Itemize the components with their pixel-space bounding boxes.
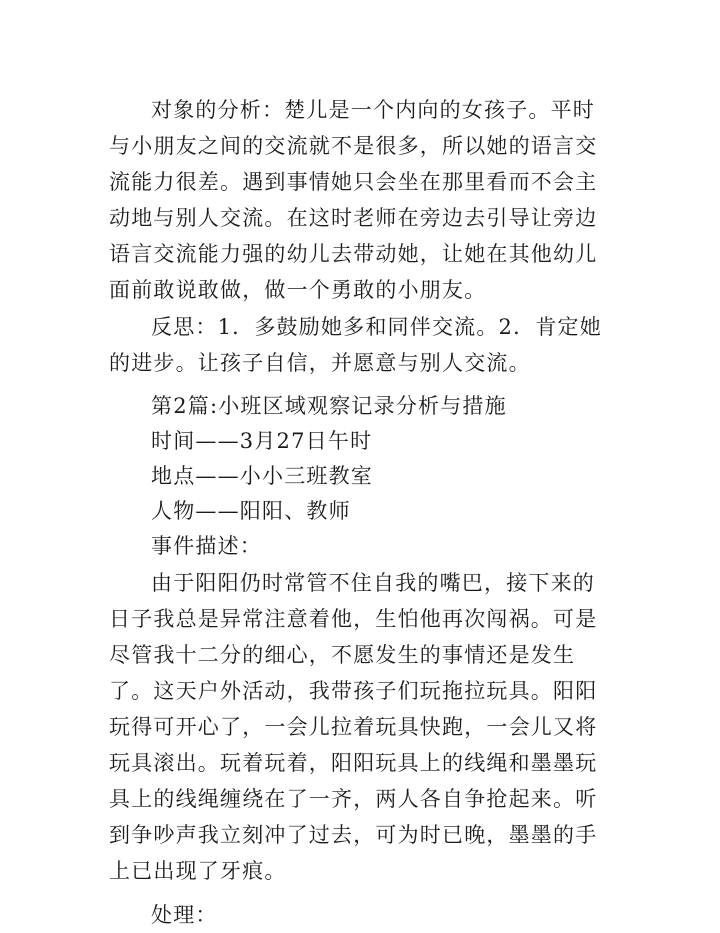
handling-heading: 处理：: [151, 903, 218, 927]
event-description-heading: 事件描述：: [151, 534, 262, 558]
paragraph-event: 由于阳阳仍时常管不住自我的嘴巴，接下来的日子我总是异常注意着他，生怕他再次闯祸。可是尽管我十二分的细心，不愿发生的事情还是发生了。这天户外活动，我带孩子们玩拖拉玩具。阳阳玩得可开心了，一会儿拉着玩具快跑，一会儿又将玩具滚出。玩着玩着，阳阳玩具上的线绳和墨墨玩具上的线绳缠绕在了一齐，两人各自争抢起来。听到争吵声我立刻冲了过去，可为时已晚，墨墨的手上已出现了牙痕。: [109, 571, 598, 883]
record-location: 地点——小小三班教室: [151, 464, 373, 488]
record-time: 时间——3月27日午时: [151, 429, 373, 453]
record-people: 人物——阳阳、教师: [151, 499, 351, 523]
paragraph-reflection: 反思：1．多鼓励她多和同伴交流。2．肯定她的进步。让孩子自信，并愿意与别人交流。: [109, 315, 602, 375]
paragraph-analysis: 对象的分析：楚儿是一个内向的女孩子。平时与小朋友之间的交流就不是很多，所以她的语言交流能力很差。遇到事情她只会坐在那里看而不会主动地与别人交流。在这时老师在旁边去引导让旁边语言交流能力强的幼儿去带动她，让她在其他幼儿面前敢说敢做，做一个勇敢的小朋友。: [109, 98, 598, 302]
section-title: 第2篇:小班区域观察记录分析与措施: [151, 394, 507, 418]
